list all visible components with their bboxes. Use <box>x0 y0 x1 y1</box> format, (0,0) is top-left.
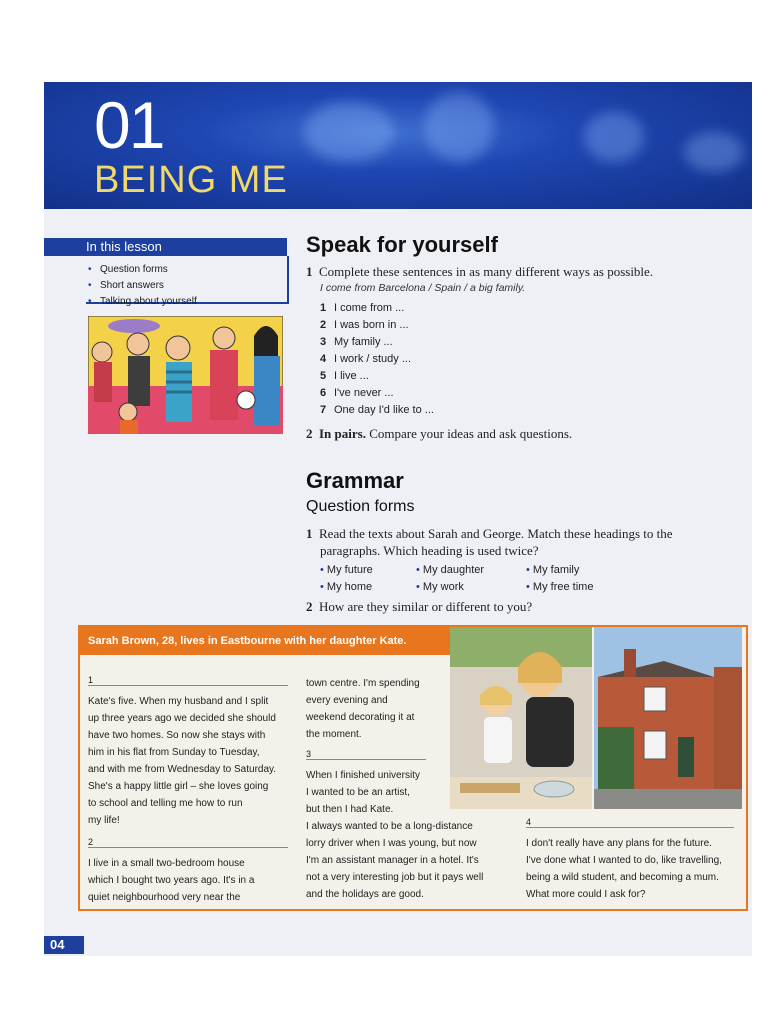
grammar-subtitle: Question forms <box>306 498 415 515</box>
list-item: 7 One day I'd like to ... <box>320 404 434 416</box>
paragraph-3: When I finished university I wanted to be an artist, but then I had Kate. <box>306 770 420 815</box>
grammar-task-1: 1 Read the texts about Sarah and George. Match these headings to the <box>306 526 673 541</box>
list-item: 6 I've never ... <box>320 387 394 399</box>
list-item: 4 I work / study ... <box>320 353 412 365</box>
page-number: 04 <box>44 936 84 954</box>
reading-text-box <box>78 625 748 911</box>
speak-task-1 <box>306 264 653 280</box>
list-item: 3 My family ... <box>320 336 393 348</box>
grammar-title: Grammar <box>306 468 404 493</box>
paragraph-number: 2 <box>88 837 288 848</box>
paragraph-number: 4 <box>526 817 734 828</box>
lesson-item: • Talking about yourself <box>100 294 197 310</box>
list-item: 2 I was born in ... <box>320 319 409 331</box>
paragraph-number: 3 <box>306 749 426 760</box>
heading-option: • My daughter <box>416 562 484 579</box>
list-item: 5 I live ... <box>320 370 369 382</box>
unit-banner <box>44 82 752 209</box>
heading-option: • My future <box>320 562 373 579</box>
paragraph-2-continued: town centre. I'm spending every evening and weekend decorating it at the moment. <box>306 678 420 740</box>
brick-house-photo <box>594 627 742 809</box>
unit-number: 01 <box>94 88 164 162</box>
speak-title: Speak for yourself <box>306 232 498 257</box>
speak-task-2: 2 In pairs. Compare your ideas and ask questions. <box>306 426 573 441</box>
speak-example: I come from Barcelona / Spain / a big family. <box>320 282 526 294</box>
sentence-list <box>320 300 434 419</box>
lesson-heading: In this lesson <box>44 238 287 256</box>
heading-option: • My family <box>526 562 579 579</box>
grammar-task-1-line-2: paragraphs. Which heading is used twice? <box>320 543 539 558</box>
task-number: 1 <box>306 264 313 279</box>
paragraph-2: I live in a small two-bedroom house which I bought two years ago. It's in a quiet neighbourhood very near the <box>88 858 255 903</box>
task-text: Complete these sentences in as many different ways as possible. <box>319 264 654 279</box>
paragraph-4: I don't really have any plans for the future. I've done what I wanted to do, like travelling, being a wild student, and becoming a mum. What more could I ask for? <box>526 838 722 900</box>
heading-option: • My home <box>320 579 372 596</box>
lesson-item: • Short answers <box>100 278 197 294</box>
reading-title: Sarah Brown, 28, lives in Eastbourne with her daughter Kate. <box>80 627 450 655</box>
lesson-list <box>100 262 197 310</box>
grammar-task-2: 2 How are they similar or different to you? <box>306 599 533 614</box>
paragraph-number: 1 <box>88 675 288 686</box>
textbook-page <box>44 82 752 956</box>
list-item: 1 I come from ... <box>320 302 405 314</box>
cartoon-people-illustration <box>88 316 283 434</box>
lesson-item: • Question forms <box>100 262 197 278</box>
paragraph-3-continued: I always wanted to be a long-distance lorry driver when I was young, but now I'm an assistant manager in a hotel. It's not a very interesting job but it pays well and the holidays are good. <box>306 821 484 900</box>
heading-option: • My work <box>416 579 464 596</box>
unit-title: BEING ME <box>94 159 288 201</box>
heading-option: • My free time <box>526 579 593 596</box>
mother-daughter-baking-photo <box>450 627 592 809</box>
paragraph-1: Kate's five. When my husband and I split up three years ago we decided she should have two homes. So now she stays with him in his flat from Sunday to Tuesday, and with me from Wednesday to Saturday. She's a happy little girl – she loves going to school and telling me how to run my life! <box>88 696 277 826</box>
